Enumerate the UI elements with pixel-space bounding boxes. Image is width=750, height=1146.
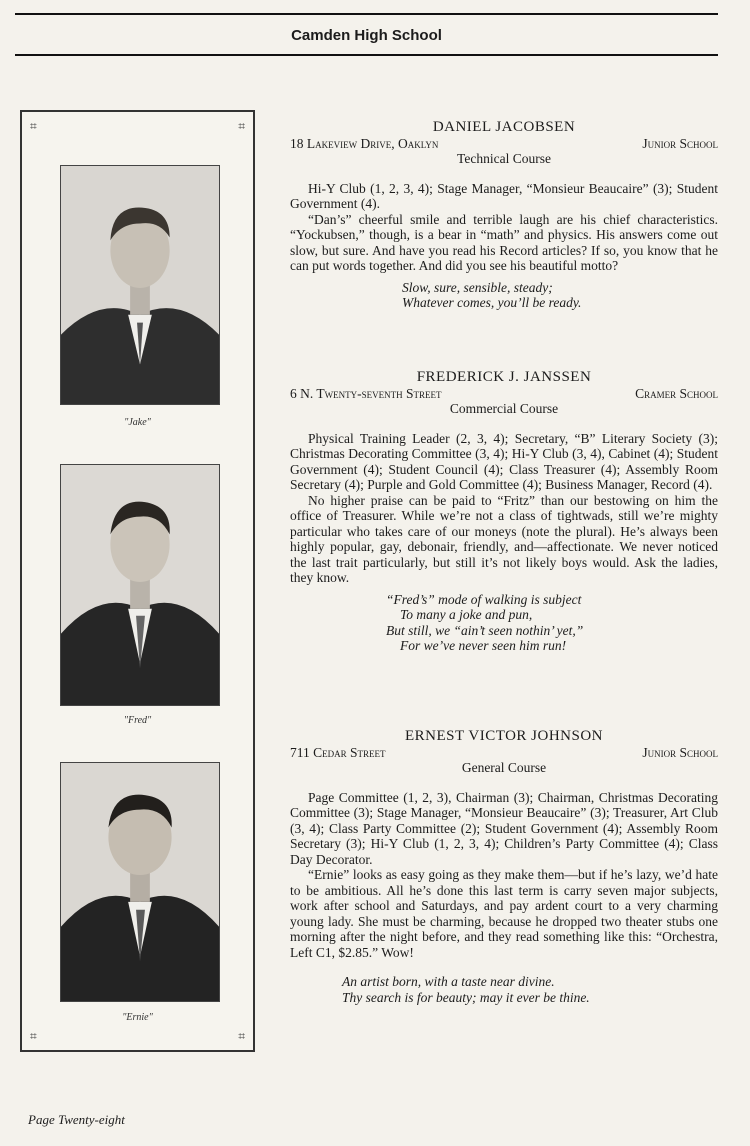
verse-line: Thy search is for beauty; may it ever be thine. bbox=[342, 989, 590, 1005]
corner-ornament-icon: ⌗ bbox=[238, 1029, 245, 1043]
student-address: 711 Cedar Street bbox=[290, 744, 386, 760]
corner-ornament-icon: ⌗ bbox=[30, 1029, 37, 1043]
student-course: Technical Course bbox=[457, 151, 551, 166]
student-entry-janssen bbox=[290, 370, 718, 654]
verse-line: To many a joke and pun, bbox=[400, 607, 533, 622]
student-school: Junior School bbox=[642, 135, 718, 151]
student-activities: Page Committee (1, 2, 3), Chairman (3); Chairman, Christmas Decorating Committee (3); Stage Manager, “Monsieur Beaucaire” (3); Treasurer, Art Club (3, 4); Class Party Committee (2); Student Government (4); Assembly Room Secretary (3); Hi-Y Club (1, 2, 3, 4); Children’s Party Committee (4); Class Day Decorator. bbox=[290, 789, 718, 867]
student-bio: “Dan’s” cheerful smile and terrible laugh are his chief characteristics. “Yockubsen,” though, is a bear in “math” and physics. His answers come out slow, but sure. And have you read his Record articles? If so, you know that he can put words together. And did you see his beautiful motto? bbox=[290, 211, 718, 273]
student-bio: “Ernie” looks as easy going as they make them—but if he’s lazy, we’d hate to be ambitious. All he’s done this last term is carry seven major subjects, work after school and Saturdays, and pay ardent court to a very charming young lady. She must be charming, because he dropped two theater stubs one morning after the night before, and they read something like this: “Orchestra, Left C1, $2.85.” Wow! bbox=[290, 867, 718, 960]
photo-caption-jake: "Jake" bbox=[124, 417, 151, 428]
student-address: 6 N. Twenty-seventh Street bbox=[290, 385, 442, 401]
verse-line: Whatever comes, you’ll be ready. bbox=[402, 295, 582, 310]
verse-line: Slow, sure, sensible, steady; bbox=[402, 279, 553, 295]
student-activities: Physical Training Leader (2, 3, 4); Secretary, “B” Literary Society (3); Christmas Decorating Committee (3, 4); Hi-Y Club (3, 4), Cabinet (4); Student Government (4); Student Council (4); Class Treasurer (4); Assembly Room Secretary (4); Purple and Gold Committee (4); Business Manager, Record (4). bbox=[290, 430, 718, 492]
student-address: 18 Lakeview Drive, Oaklyn bbox=[290, 135, 439, 151]
address-row bbox=[290, 386, 718, 402]
student-name: FREDERICK J. JANSSEN bbox=[416, 369, 592, 385]
verse-line: For we’ve never seen him run! bbox=[400, 638, 567, 653]
portrait-photo-jacobsen bbox=[60, 165, 220, 405]
student-school: Junior School bbox=[642, 744, 718, 760]
student-entry-johnson bbox=[290, 729, 718, 1005]
photo-caption-ernie: "Ernie" bbox=[122, 1012, 153, 1023]
verse-line: An artist born, with a taste near divine. bbox=[342, 974, 555, 989]
student-bio: No higher praise can be paid to “Fritz” than our bestowing on him the office of Treasurer. While we’re not a class of tightwads, still we’re mighty particular who takes care of our moneys (note the plural). He’s always been highly popular, gay, debonair, friendly, and—affectionate. We never noticed the last trait particularly, but still it’s not likely boys would. Ask the ladies, they know. bbox=[290, 492, 718, 585]
student-course: Commercial Course bbox=[449, 401, 559, 416]
student-activities: Hi-Y Club (1, 2, 3, 4); Stage Manager, “Monsieur Beaucaire” (3); Student Government (4). bbox=[290, 180, 718, 211]
student-verse bbox=[290, 280, 718, 311]
verse-line: But still, we “ain’t seen nothin’ yet,” bbox=[386, 622, 584, 638]
student-name: ERNEST VICTOR JOHNSON bbox=[404, 728, 604, 744]
verse-line: “Fred’s” mode of walking is subject bbox=[386, 591, 582, 607]
corner-ornament-icon: ⌗ bbox=[238, 119, 245, 133]
portrait-photo-janssen bbox=[60, 464, 220, 706]
page-number-footer: Page Twenty-eight bbox=[28, 1112, 125, 1127]
address-row bbox=[290, 745, 718, 761]
student-name: DANIEL JACOBSEN bbox=[432, 119, 576, 135]
photo-panel bbox=[20, 110, 255, 1052]
header-top-rule bbox=[15, 13, 718, 15]
student-school: Cramer School bbox=[635, 385, 718, 401]
student-entry-jacobsen bbox=[290, 120, 718, 311]
student-verse bbox=[290, 592, 718, 654]
portrait-photo-johnson bbox=[60, 762, 220, 1002]
student-course: General Course bbox=[461, 760, 547, 775]
page-header-title: Camden High School bbox=[291, 27, 442, 44]
photo-caption-fred: "Fred" bbox=[123, 715, 152, 726]
corner-ornament-icon: ⌗ bbox=[30, 119, 37, 133]
header-bottom-rule bbox=[15, 54, 718, 56]
student-verse bbox=[290, 974, 718, 1005]
address-row bbox=[290, 136, 718, 152]
